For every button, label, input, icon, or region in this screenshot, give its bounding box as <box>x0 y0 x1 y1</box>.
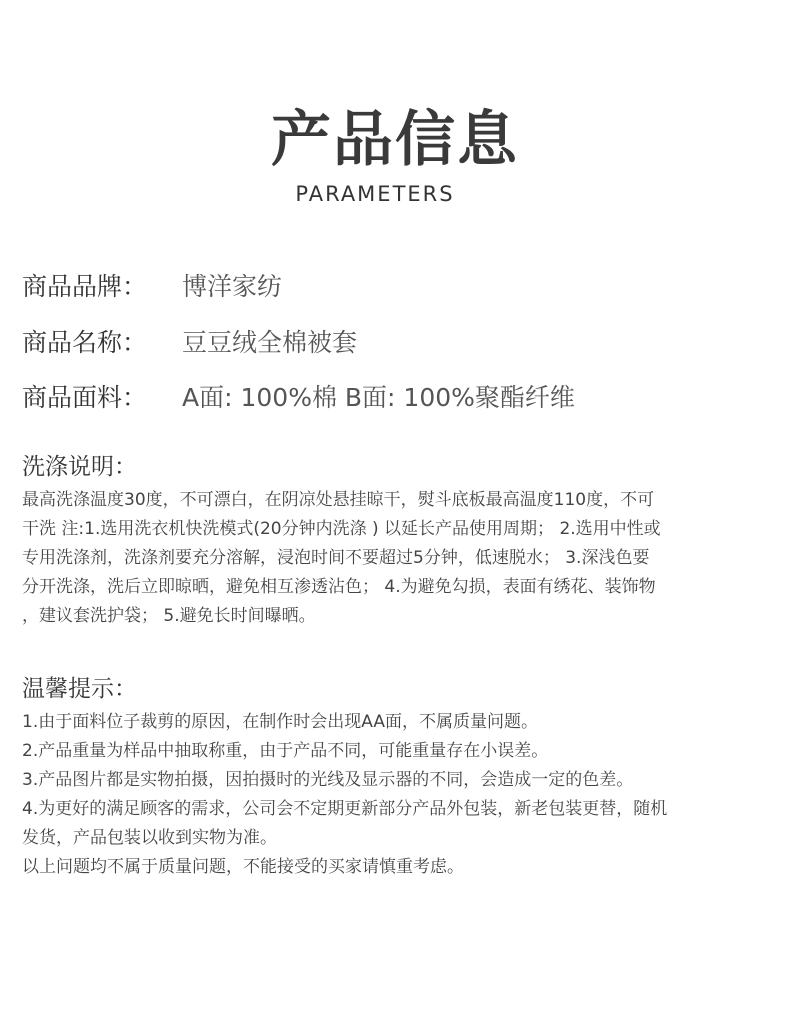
washing-line: 分开洗涤，洗后立即晾晒，避免相互渗透沾色； 4.为避免勾损，表面有绣花、装饰物 <box>22 577 656 597</box>
spec-row-name <box>22 323 357 363</box>
washing-line: 最高洗涤温度30度，不可漂白，在阴凉处悬挂晾干，熨斗底板最高温度110度，不可 <box>22 490 655 510</box>
spec-label-brand: 商品品牌： <box>22 272 148 301</box>
page-title: 产品信息 <box>271 105 519 175</box>
spec-value-fabric: A面: 100%棉 B面: 100%聚酯纤维 <box>182 383 575 412</box>
washing-instructions <box>22 486 772 631</box>
tips-line: 3.产品图片都是实物拍摄，因拍摄时的光线及显示器的不同，会造成一定的色差。 <box>22 770 634 790</box>
spec-row-fabric <box>22 378 575 418</box>
spec-value-name: 豆豆绒全棉被套 <box>182 328 358 357</box>
spec-row-brand <box>22 267 282 307</box>
washing-line: 干洗 注:1.选用洗衣机快洗模式(20分钟内洗涤 ) 以延长产品使用周期； 2.选用中性或 <box>22 519 661 539</box>
washing-line: ，建议套洗护袋； 5.避免长时间曝晒。 <box>22 606 316 626</box>
tips-line: 2.产品重量为样品中抽取称重，由于产品不同，可能重量存在小误差。 <box>22 741 549 761</box>
washing-heading: 洗涤说明： <box>22 454 137 480</box>
tips-heading: 温馨提示： <box>22 676 137 702</box>
page-subtitle: PARAMETERS <box>295 182 455 206</box>
washing-line: 专用洗涤剂，洗涤剂要充分溶解，浸泡时间不要超过5分钟，低速脱水； 3.深浅色要 <box>22 548 650 568</box>
spec-label-fabric: 商品面料： <box>22 383 148 412</box>
tips-list <box>22 708 772 882</box>
tips-line: 1.由于面料位子裁剪的原因，在制作时会出现AA面，不属质量问题。 <box>22 712 538 732</box>
tips-line: 发货，产品包装以收到实物为准。 <box>22 828 277 848</box>
spec-value-brand: 博洋家纺 <box>182 272 283 301</box>
tips-line: 以上问题均不属于质量问题，不能接受的买家请慎重考虑。 <box>22 857 464 877</box>
tips-line: 4.为更好的满足顾客的需求，公司会不定期更新部分产品外包装，新老包装更替，随机 <box>22 799 668 819</box>
spec-label-name: 商品名称： <box>22 328 148 357</box>
